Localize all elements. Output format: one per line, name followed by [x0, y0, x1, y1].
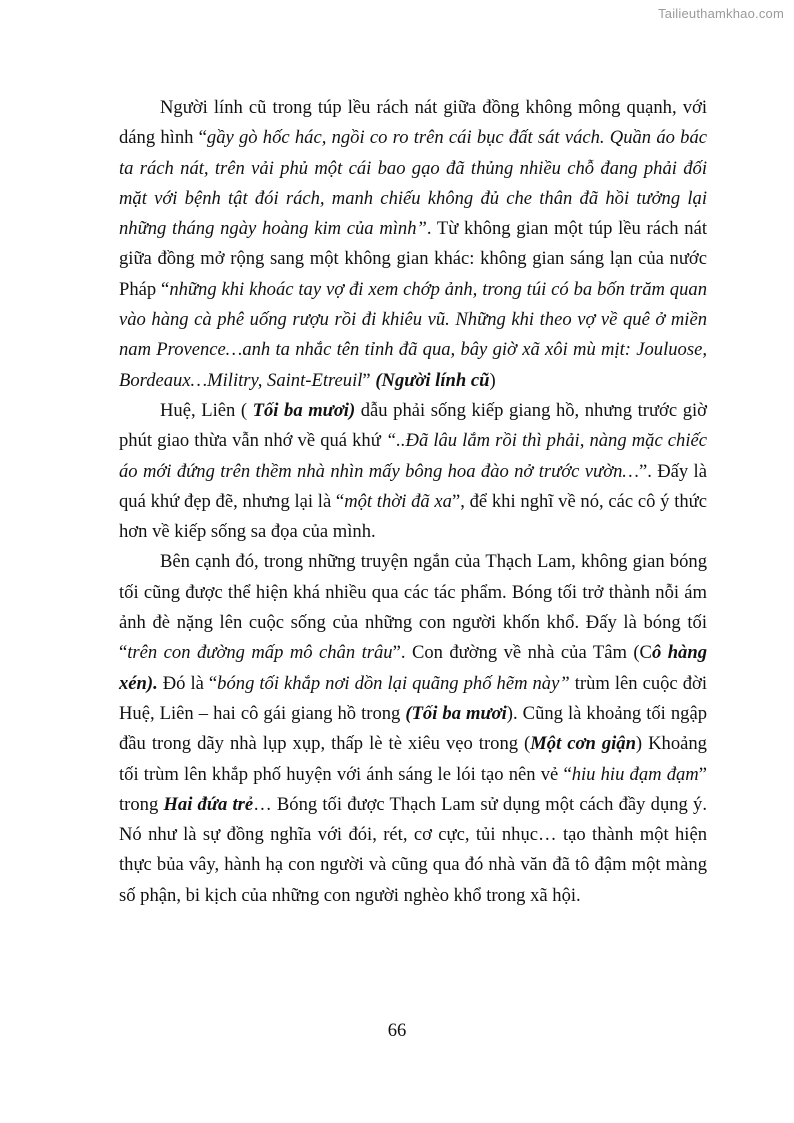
- text-segment: ). Cũng là khoảng tối ngập đầu trong dãy nhà lụp xụp, thấp lè tè xiêu vẹo trong (: [119, 702, 707, 755]
- italic-quote: “..Đã lâu lắm rồi thì phải, nàng mặc chiếc áo mới đứng trên thềm nhà nhìn mấy bông hoa đào nở trước vườn…: [119, 430, 708, 482]
- text-segment: ”, để khi nghĩ về nó, các cô ý thức hơn về kiếp sống sa đọa của mình.: [119, 490, 707, 543]
- text-segment: Huệ, Liên (: [160, 399, 253, 421]
- work-title: ô hàng xén).: [119, 642, 707, 694]
- italic-quote: hiu hiu đạm đạm: [571, 763, 699, 785]
- text-segment: dẫu phải sống kiếp giang hồ, nhưng trước giờ phút giao thừa vẫn nhớ về quá khứ: [119, 399, 708, 452]
- text-segment: ): [489, 369, 496, 391]
- italic-quote: bóng tối khắp nơi dồn lại quãng phố hẽm này”: [217, 672, 570, 694]
- text-segment: ”: [362, 369, 376, 391]
- text-segment: trùm lên cuộc đời Huệ, Liên – hai cô gái giang hồ trong: [119, 672, 707, 724]
- text-segment: ) Khoảng tối trùm lên khắp phố huyện với ánh sáng le lói tạo nên vẻ “: [119, 733, 707, 785]
- text-segment: ” trong: [119, 763, 707, 815]
- paragraph-3: [119, 547, 707, 911]
- document-body: [119, 93, 707, 911]
- italic-quote: một thời đã xa: [344, 490, 452, 512]
- work-title: (Tối ba mươi: [405, 702, 507, 724]
- italic-quote: trên con đường mấp mô chân trâu: [127, 642, 393, 664]
- text-segment: Bên cạnh đó, trong những truyện ngắn của Thạch Lam, không gian bóng tối cũng được thể hiện khá nhiều qua các tác phẩm. Bóng tối trở thành nỗi ám ảnh đè nặng lên cuộc sống của những con người khốn khổ. Đấy là bóng tối “: [119, 551, 707, 664]
- paragraph-1: [119, 93, 707, 396]
- work-title: Hai đứa trẻ: [163, 793, 254, 815]
- text-segment: . Từ không gian một túp lều rách nát giữa đồng mở rộng sang một không gian khác: không gian sáng lạn của nước Pháp “: [119, 218, 707, 300]
- text-segment: … Bóng tối được Thạch Lam sử dụng một cách đầy dụng ý. Nó như là sự đồng nghĩa với đói, rét, cơ cực, tủi nhục… tạo thành một hiện thực bủa vây, hành hạ con người và cũng qua đó nhà văn đã tô đậm một màng số phận, bi kịch của những con người nghèo khổ trong xã hội.: [119, 793, 707, 906]
- watermark: Tailieuthamkhao.com: [658, 6, 784, 21]
- text-segment: Người lính cũ trong túp lều rách nát giữa đồng không mông quạnh, với dáng hình “: [119, 97, 707, 149]
- work-title: Một cơn giận: [530, 733, 636, 755]
- text-segment: ”. Đấy là quá khứ đẹp đẽ, nhưng lại là “: [119, 460, 707, 512]
- text-segment: ”. Con đường về nhà của Tâm (C: [392, 642, 652, 664]
- work-title: Tối ba mươi): [252, 399, 356, 421]
- work-title: (Người lính cũ: [375, 369, 490, 391]
- italic-quote: những khi khoác tay vợ đi xem chớp ảnh, trong túi có ba bốn trăm quan vào hàng cà phê uống rượu rồi đi khiêu vũ. Những khi theo vợ về quê ở miền nam Provence…anh ta nhắc tên tỉnh đã qua, bây giờ xã xôi mù mịt: Jouluose, Bordeaux…Militry, Saint-Etreuil: [119, 278, 707, 391]
- italic-quote: gầy gò hốc hác, ngồi co ro trên cái bục đất sát vách. Quần áo bác ta rách nát, trên vải phủ một cái bao gạo đã thủng nhiều chỗ đang phải đối mặt với bệnh tật đói rách, manh chiếu không đủ che thân đã hồi tưởng lại những tháng ngày hoàng kim của mình”: [119, 127, 708, 240]
- text-segment: Đó là “: [157, 672, 218, 694]
- paragraph-2: [119, 396, 707, 547]
- page-number: 66: [387, 1020, 407, 1041]
